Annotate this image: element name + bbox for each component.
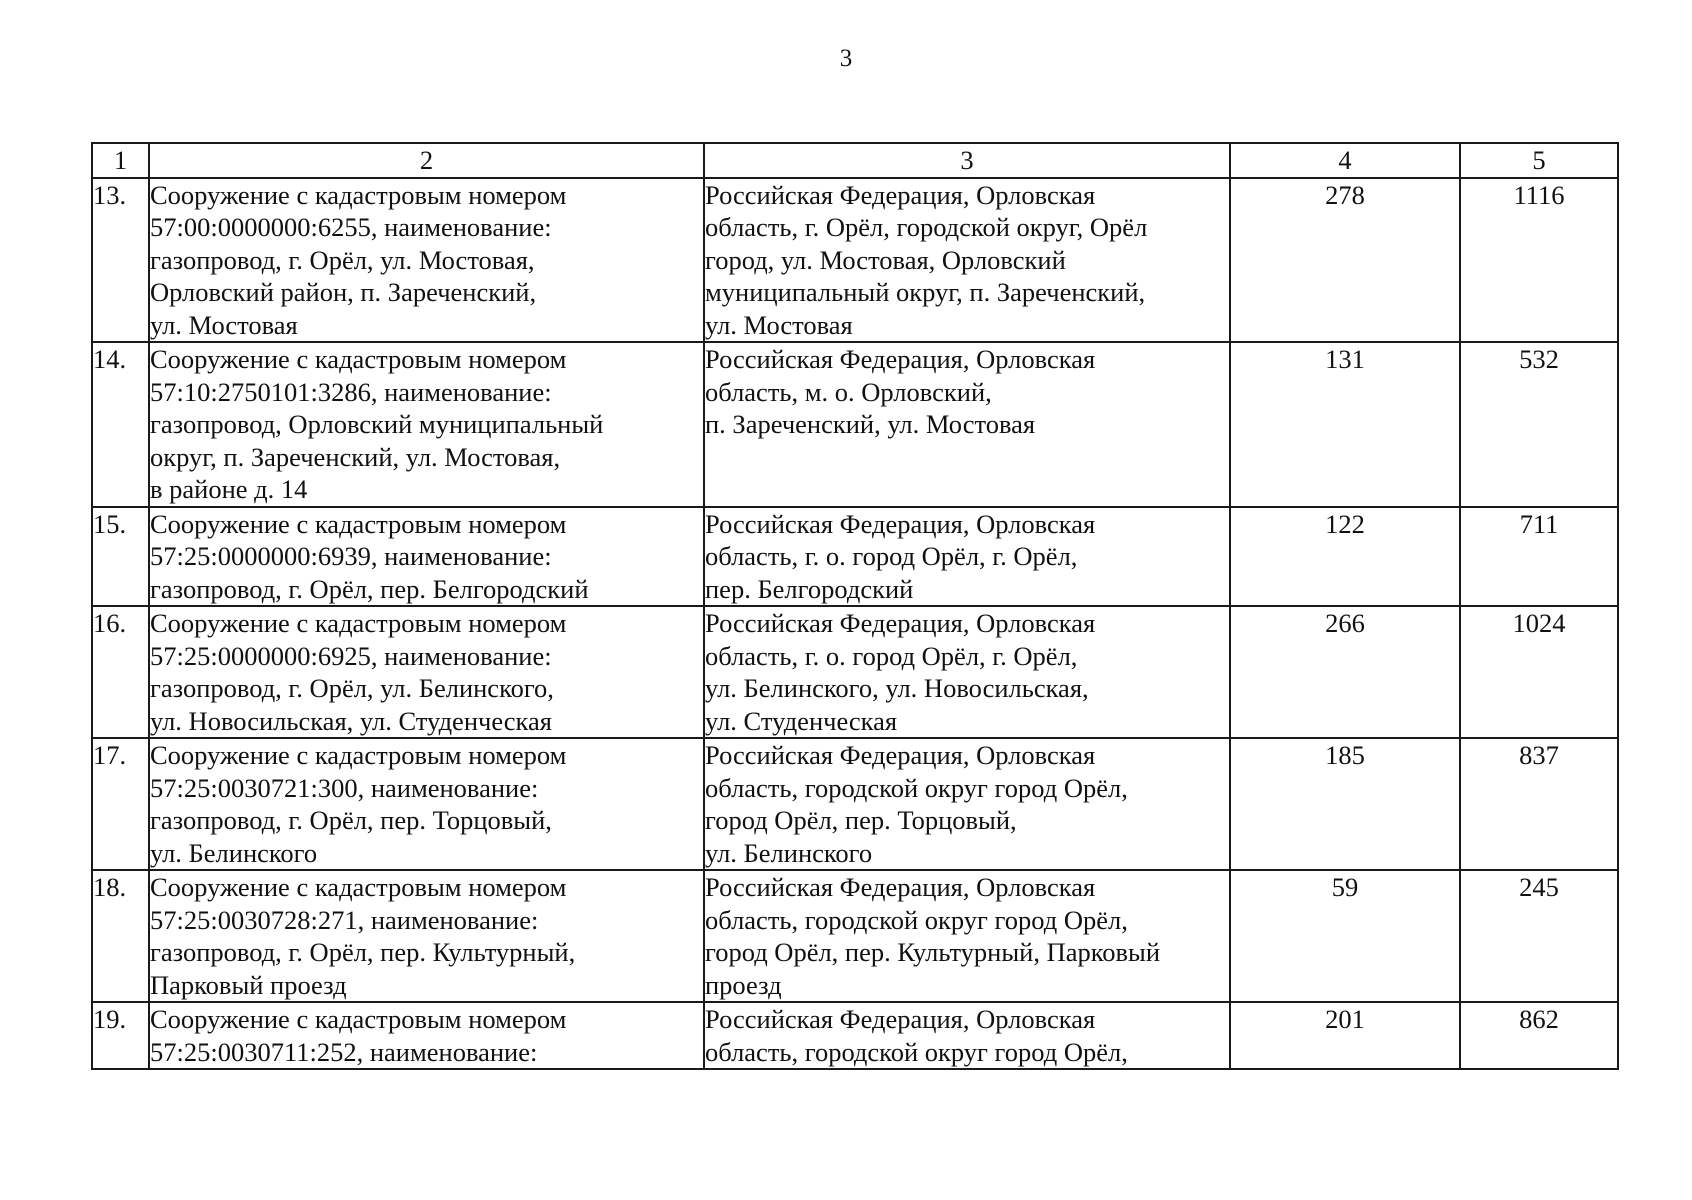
table-row (92, 1002, 1618, 1069)
objects-table (91, 142, 1619, 1070)
description-line: в районе д. 14 (150, 474, 308, 504)
column-5-value: 711 (1460, 507, 1618, 607)
description-line: Сооружение с кадастровым номером (150, 508, 567, 539)
object-address (704, 606, 1230, 738)
table-body (92, 143, 1618, 1069)
column-5-value: 245 (1460, 870, 1618, 1002)
object-address (704, 870, 1230, 1002)
header-cell: 4 (1230, 143, 1460, 178)
description-line: 57:25:0030728:271, наименование: (150, 904, 539, 935)
column-4-value: 185 (1230, 738, 1460, 870)
row-number: 14. (92, 342, 149, 507)
address-line: город Орёл, пер. Торцовый, (705, 805, 1017, 835)
description-line: Орловский район, п. Зареченский, (150, 277, 537, 307)
table-row (92, 606, 1618, 738)
table-row (92, 178, 1618, 343)
column-4-value: 131 (1230, 342, 1460, 507)
address-line: муниципальный округ, п. Зареченский, (705, 277, 1146, 307)
description-line: газопровод, г. Орёл, пер. Культурный, (150, 937, 576, 967)
address-line: область, городской округ город Орёл, (705, 772, 1128, 803)
row-number: 19. (92, 1002, 149, 1069)
object-description (149, 870, 704, 1002)
object-description (149, 1002, 704, 1069)
address-line: Российская Федерация, Орловская (705, 740, 1096, 770)
description-line: газопровод, г. Орёл, пер. Торцовый, (150, 805, 552, 835)
address-line: Российская Федерация, Орловская (705, 179, 1096, 210)
object-address (704, 1002, 1230, 1069)
address-line: проезд (705, 969, 782, 1000)
address-line: п. Зареченский, ул. Мостовая (705, 409, 1036, 439)
description-line: газопровод, г. Орёл, пер. Белгородский (150, 573, 589, 604)
description-line: Сооружение с кадастровым номером (150, 740, 567, 770)
description-line: Парковый проезд (150, 969, 347, 1000)
address-line: Российская Федерация, Орловская (705, 872, 1096, 902)
table-row (92, 870, 1618, 1002)
address-line: ул. Белинского (705, 837, 873, 868)
column-4-value: 59 (1230, 870, 1460, 1002)
description-line: Сооружение с кадастровым номером (150, 872, 567, 902)
column-5-value: 862 (1460, 1002, 1618, 1069)
address-line: город Орёл, пер. Культурный, Парковый (705, 937, 1161, 967)
address-line: ул. Студенческая (705, 705, 898, 736)
object-address (704, 507, 1230, 607)
address-line: Российская Федерация, Орловская (705, 508, 1096, 539)
address-line: пер. Белгородский (705, 573, 914, 604)
header-cell: 1 (92, 143, 149, 178)
header-cell: 2 (149, 143, 704, 178)
description-line: Сооружение с кадастровым номером (150, 608, 567, 638)
header-cell: 5 (1460, 143, 1618, 178)
object-address (704, 342, 1230, 507)
object-description (149, 606, 704, 738)
address-line: область, г. о. город Орёл, г. Орёл, (705, 541, 1078, 571)
object-address (704, 178, 1230, 343)
table-header-row (92, 143, 1618, 178)
column-4-value: 266 (1230, 606, 1460, 738)
address-line: ул. Белинского, ул. Новосильская, (705, 673, 1089, 703)
object-description (149, 738, 704, 870)
row-number: 16. (92, 606, 149, 738)
address-line: область, городской округ город Орёл, (705, 1036, 1128, 1067)
address-line: ул. Мостовая (705, 309, 853, 340)
row-number: 13. (92, 178, 149, 343)
table-row (92, 738, 1618, 870)
column-5-value: 1116 (1460, 178, 1618, 343)
description-line: ул. Белинского (150, 837, 318, 868)
description-line: газопровод, г. Орёл, ул. Мостовая, (150, 244, 535, 275)
header-cell: 3 (704, 143, 1230, 178)
object-description (149, 507, 704, 607)
description-line: 57:00:0000000:6255, наименование: (150, 212, 552, 242)
table-row (92, 342, 1618, 507)
description-line: 57:25:0000000:6939, наименование: (150, 541, 552, 571)
column-4-value: 278 (1230, 178, 1460, 343)
description-line: газопровод, г. Орёл, ул. Белинского, (150, 673, 554, 703)
address-line: область, городской округ город Орёл, (705, 904, 1128, 935)
address-line: Российская Федерация, Орловская (705, 608, 1096, 638)
description-line: 57:25:0000000:6925, наименование: (150, 640, 552, 671)
page-number: 3 (839, 45, 853, 72)
description-line: ул. Новосильская, ул. Студенческая (150, 705, 552, 736)
address-line: город, ул. Мостовая, Орловский (705, 244, 1066, 275)
object-description (149, 178, 704, 343)
column-4-value: 122 (1230, 507, 1460, 607)
table-row (92, 507, 1618, 607)
row-number: 18. (92, 870, 149, 1002)
object-description (149, 342, 704, 507)
description-line: Сооружение с кадастровым номером (150, 1004, 567, 1034)
description-line: Сооружение с кадастровым номером (150, 179, 567, 210)
column-5-value: 1024 (1460, 606, 1618, 738)
column-5-value: 837 (1460, 738, 1618, 870)
address-line: Российская Федерация, Орловская (705, 344, 1096, 374)
row-number: 17. (92, 738, 149, 870)
column-5-value: 532 (1460, 342, 1618, 507)
description-line: 57:10:2750101:3286, наименование: (150, 376, 552, 407)
description-line: 57:25:0030711:252, наименование: (150, 1036, 538, 1067)
description-line: Сооружение с кадастровым номером (150, 344, 567, 374)
address-line: область, м. о. Орловский, (705, 376, 992, 407)
description-line: 57:25:0030721:300, наименование: (150, 772, 539, 803)
description-line: ул. Мостовая (150, 309, 298, 340)
description-line: округ, п. Зареченский, ул. Мостовая, (150, 441, 561, 472)
object-address (704, 738, 1230, 870)
column-4-value: 201 (1230, 1002, 1460, 1069)
row-number: 15. (92, 507, 149, 607)
description-line: газопровод, Орловский муниципальный (150, 409, 604, 439)
address-line: Российская Федерация, Орловская (705, 1004, 1096, 1034)
address-line: область, г. Орёл, городской округ, Орёл (705, 212, 1148, 242)
address-line: область, г. о. город Орёл, г. Орёл, (705, 640, 1078, 671)
